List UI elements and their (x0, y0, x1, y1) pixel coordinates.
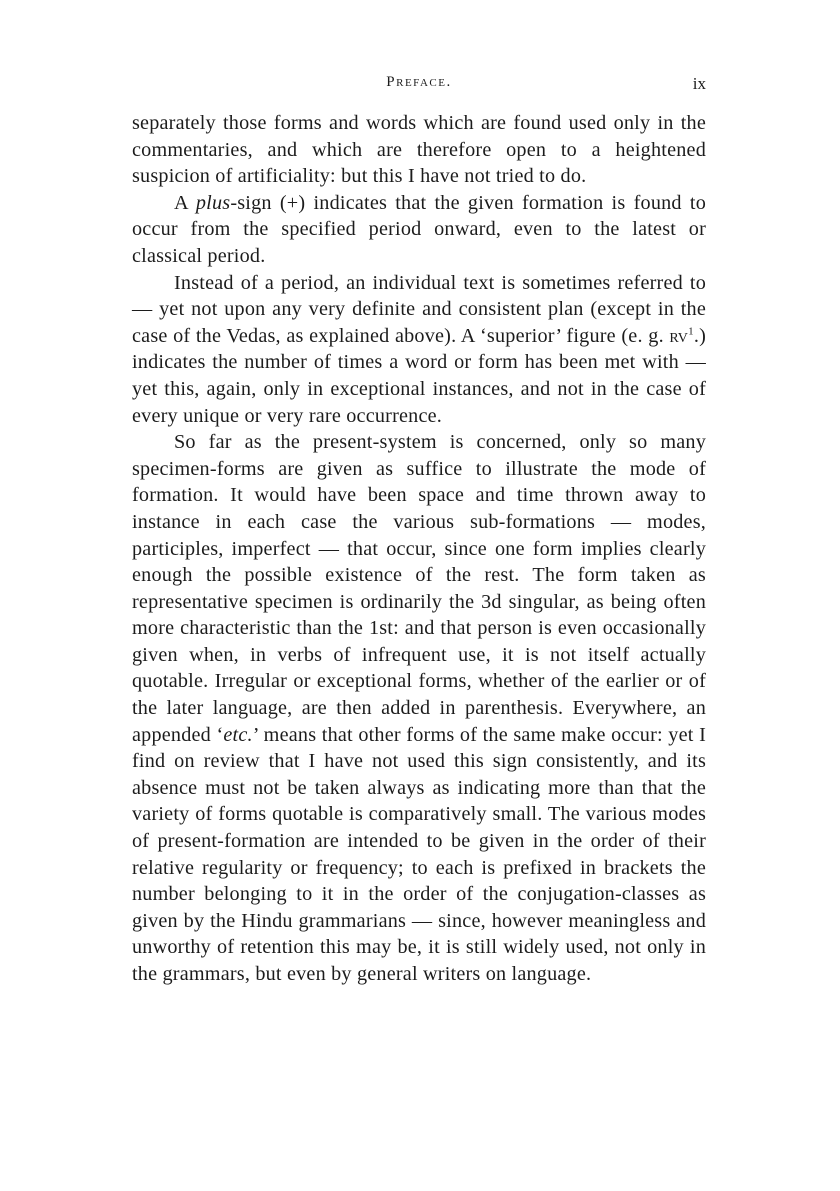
etc-word: etc. (223, 723, 253, 746)
paragraph-2-lead: A (174, 191, 196, 214)
running-title: Preface. (386, 74, 452, 90)
paragraph-3-pre: Instead of a period, an individual text is sometimes referred to — yet not upon any very definite and consistent plan (except in the case of the Vedas, as explained above). A ‘superior’ figure (e. g. (132, 271, 706, 347)
paragraph-4-pre: So far as the present-system is concerned, only so many specimen-forms are given as suffice to illustrate the mode of formation. It would have been space and time thrown away to instance in each case the various sub-formations — modes, participles, imperfect — that occur, since one form implies clearly enough the possible existence of the rest. The form taken as representative specimen is ordinarily the 3d singular, as being often more characteristic than the 1st: and that person is even occasionally given when, in verbs of infrequent use, it is not itself actually quotable. Irregular or exceptional forms, whether of the earlier or of the later language, are then added in parenthesis. Everywhere, an appended ‘ (132, 431, 706, 746)
paragraph-1 (132, 110, 706, 190)
body-text (132, 110, 706, 988)
paragraph-4-post: ’ means that other forms of the same make occur: yet I find on review that I have not used this sign consistently, and its absence must not be taken always as indicating more than that the variety of forms quotable is comparatively small. The various modes of present-formation are intended to be given in the order of their relative regularity or frequency; to each is prefixed in brackets the number belonging to it in the order of the conjugation-classes as given by the Hindu grammarians — since, however meaningless and unworthy of retention this may be, it is still widely used, not only in the grammars, but even by general writers on language. (132, 723, 706, 985)
running-head (132, 74, 706, 98)
paragraph-4 (132, 429, 706, 987)
paragraph-2-rest: -sign (+) indicates that the given formation is found to occur from the specified period onward, even to the latest or classical period. (132, 191, 706, 267)
paragraph-2 (132, 190, 706, 270)
plus-word: plus (195, 191, 231, 214)
paragraph-3 (132, 270, 706, 430)
paragraph-1-text: separately those forms and words which are found used only in the commentaries, and which are therefore open to a heightened suspicion of artificiality: but this I have not tried to do. (132, 112, 706, 188)
superior-figure: 1 (688, 325, 694, 338)
paragraph-3-post: .) indicates the number of times a word or form has been met with — yet this, again, only in exceptional instances, and not in the case of every unique or very rare occurrence. (132, 324, 706, 427)
page-number: ix (692, 74, 706, 93)
rv-abbreviation: rv (669, 324, 689, 347)
